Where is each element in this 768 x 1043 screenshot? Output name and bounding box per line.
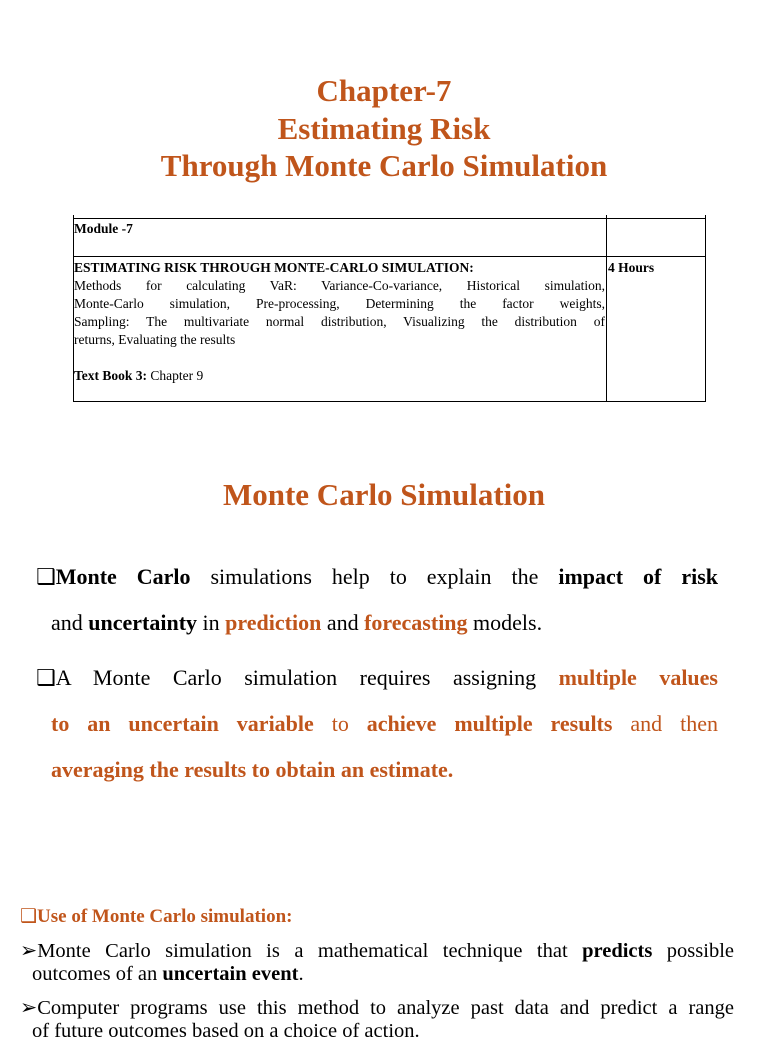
checkbox-bullet-icon: ❑ — [36, 666, 56, 691]
paragraph-line — [36, 600, 718, 646]
paragraph-line — [36, 655, 718, 701]
table-rule — [73, 256, 706, 257]
bold-text: Monte Carlo — [55, 564, 191, 589]
topic-heading: ESTIMATING RISK THROUGH MONTE-CARLO SIMULATION: — [74, 260, 474, 275]
topic-desc-line: Methods for calculating VaR: Variance-Co-variance, Historical simulation, — [74, 278, 605, 293]
topic-desc-line: Sampling: The multivariate normal distribution, Visualizing the distribution of — [74, 314, 605, 329]
uses-heading-text: Use of Monte Carlo simulation: — [37, 906, 293, 927]
text: outcomes of an — [32, 963, 163, 985]
chapter-number: Chapter-7 — [316, 73, 452, 108]
bold-text: impact of risk — [558, 564, 718, 589]
text: . — [298, 963, 304, 985]
topic-desc-line: returns, Evaluating the results — [74, 332, 236, 347]
highlight-text: prediction — [225, 610, 322, 635]
chapter-subtitle: Through Monte Carlo Simulation — [160, 148, 608, 183]
module-label: Module -7 — [74, 221, 133, 236]
arrow-bullet-icon: ➢ — [20, 938, 38, 962]
uses-heading — [20, 904, 292, 929]
text: of future outcomes based on a choice of action. — [32, 1020, 420, 1042]
table-rule — [73, 401, 706, 402]
text: possible — [652, 940, 734, 962]
list-item — [20, 938, 734, 986]
highlight-text: averaging the results to obtain an estimate. — [51, 757, 454, 782]
paragraph-line — [36, 554, 718, 600]
checkbox-bullet-icon: ❑ — [36, 565, 56, 590]
highlight-text: forecasting — [364, 610, 468, 635]
list-item — [20, 995, 734, 1043]
topic-desc-line: Monte-Carlo simulation, Pre-processing, Determining the factor weights, — [74, 296, 605, 311]
text: and — [51, 610, 89, 635]
paragraph-line — [36, 747, 718, 793]
module-table — [73, 215, 706, 403]
list-item-line — [20, 962, 734, 986]
bold-text: uncertain event — [162, 963, 299, 985]
table-rule — [705, 215, 706, 402]
text: simulations help to explain the — [190, 564, 559, 589]
textbook-label: Text Book 3: — [74, 368, 148, 383]
text: and — [321, 610, 365, 635]
list-item-line — [20, 1019, 734, 1043]
highlight-text: multiple values — [558, 665, 718, 690]
text: A Monte Carlo simulation requires assigning — [55, 665, 559, 690]
hours-value: 4 Hours — [608, 260, 655, 275]
highlight-text: to an uncertain variable — [51, 711, 314, 736]
bold-text: predicts — [582, 940, 653, 962]
paragraph-line — [51, 701, 718, 747]
section-title: Monte Carlo Simulation — [222, 477, 546, 512]
text: Computer programs use this method to analyze past data and predict a range — [37, 997, 734, 1019]
text: in — [197, 610, 226, 635]
highlight-text: achieve multiple results — [366, 711, 613, 736]
bold-text: uncertainty — [88, 610, 198, 635]
list-item-line — [20, 938, 734, 962]
list-item-line — [20, 995, 734, 1019]
checkbox-bullet-icon: ❑ — [20, 905, 38, 927]
chapter-title-line: Estimating Risk — [277, 111, 491, 146]
highlight-text: and then — [612, 711, 718, 736]
table-rule — [73, 218, 706, 219]
table-rule — [606, 215, 607, 402]
text: models. — [467, 610, 543, 635]
highlight-text: to — [313, 711, 367, 736]
text: Monte Carlo simulation is a mathematical technique that — [37, 940, 583, 962]
arrow-bullet-icon: ➢ — [20, 995, 38, 1019]
textbook-value: Chapter 9 — [150, 368, 204, 383]
textbook-ref — [74, 367, 203, 385]
paragraph-simulation-requirements — [36, 655, 718, 793]
paragraph-monte-carlo-intro — [36, 554, 718, 646]
